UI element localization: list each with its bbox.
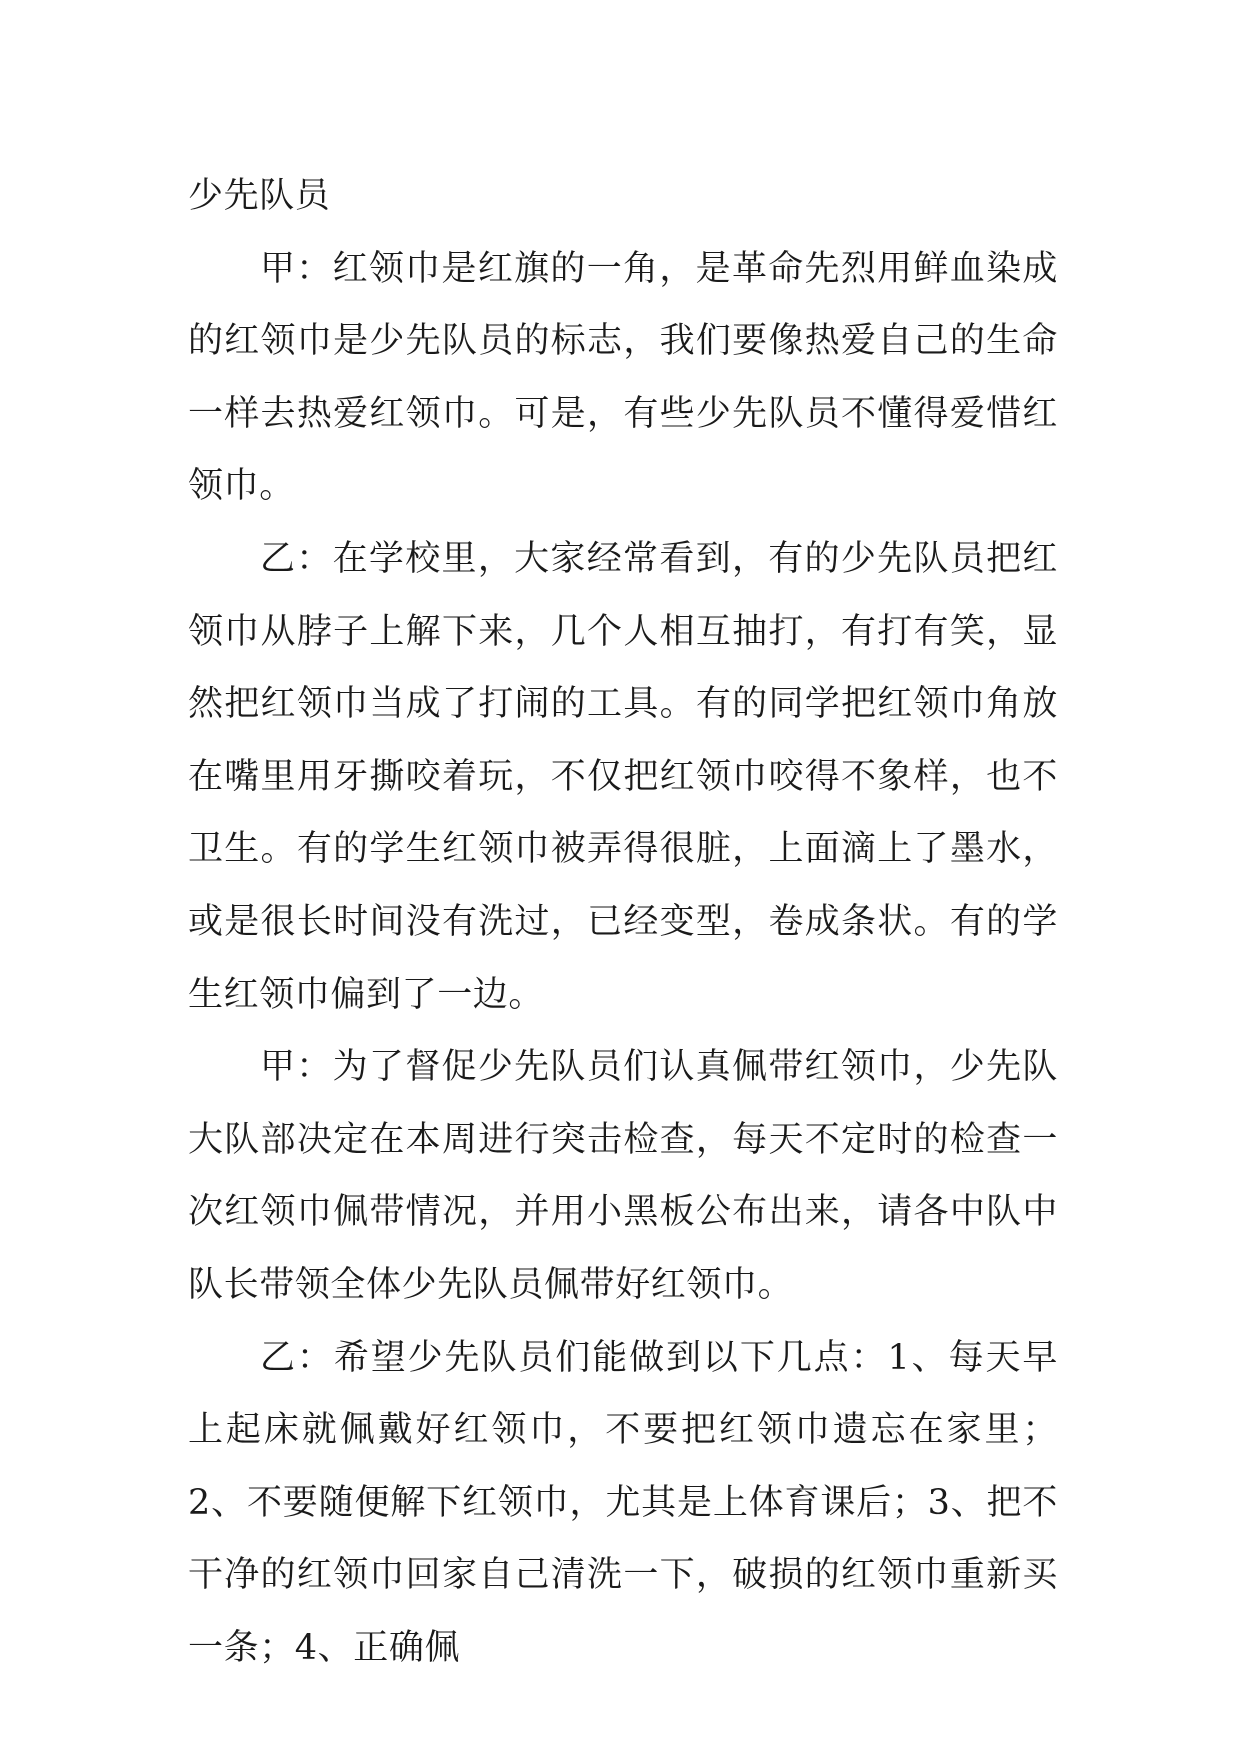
paragraph-text: 红领巾是红旗的一角，是革命先烈用鲜血染成的红领巾是少先队员的标志，我们要像热爱自己的生命一样去热爱红领巾。可是，有些少先队员不懂得爱惜红领巾。 bbox=[188, 248, 1058, 507]
paragraph-yi-1 bbox=[188, 523, 1058, 1031]
paragraph-jia-1 bbox=[188, 233, 1058, 523]
speaker-label: 乙： bbox=[260, 538, 333, 579]
speaker-label: 甲： bbox=[260, 248, 333, 289]
paragraph-text: 在学校里，大家经常看到，有的少先队员把红领巾从脖子上解下来，几个人相互抽打，有打有笑，显然把红领巾当成了打闹的工具。有的同学把红领巾角放在嘴里用牙撕咬着玩，不仅把红领巾咬得不象样，也不卫生。有的学生红领巾被弄得很脏，上面滴上了墨水，或是很长时间没有洗过，已经变型，卷成条状。有的学生红领巾偏到了一边。 bbox=[188, 538, 1058, 1015]
speaker-label: 甲： bbox=[260, 1047, 333, 1088]
paragraph-text: 为了督促少先队员们认真佩带红领巾，少先队大队部决定在本周进行突击检查，每天不定时的检查一次红领巾佩带情况，并用小黑板公布出来，请各中队中队长带领全体少先队员佩带好红领巾。 bbox=[188, 1047, 1058, 1305]
speaker-label: 乙： bbox=[260, 1337, 334, 1378]
paragraph-jia-2 bbox=[188, 1031, 1058, 1321]
document-body bbox=[188, 160, 1058, 1684]
paragraph-heading-line bbox=[188, 160, 1058, 233]
paragraph-text: 希望少先队员们能做到以下几点：1、每天早上起床就佩戴好红领巾，不要把红领巾遗忘在家里；2、不要随便解下红领巾，尤其是上体育课后；3、把不干净的红领巾回家自己清洗一下，破损的红领巾重新买一条；4、正确佩 bbox=[188, 1337, 1058, 1668]
paragraph-yi-2 bbox=[188, 1322, 1058, 1685]
paragraph-text: 少先队员 bbox=[188, 176, 331, 216]
